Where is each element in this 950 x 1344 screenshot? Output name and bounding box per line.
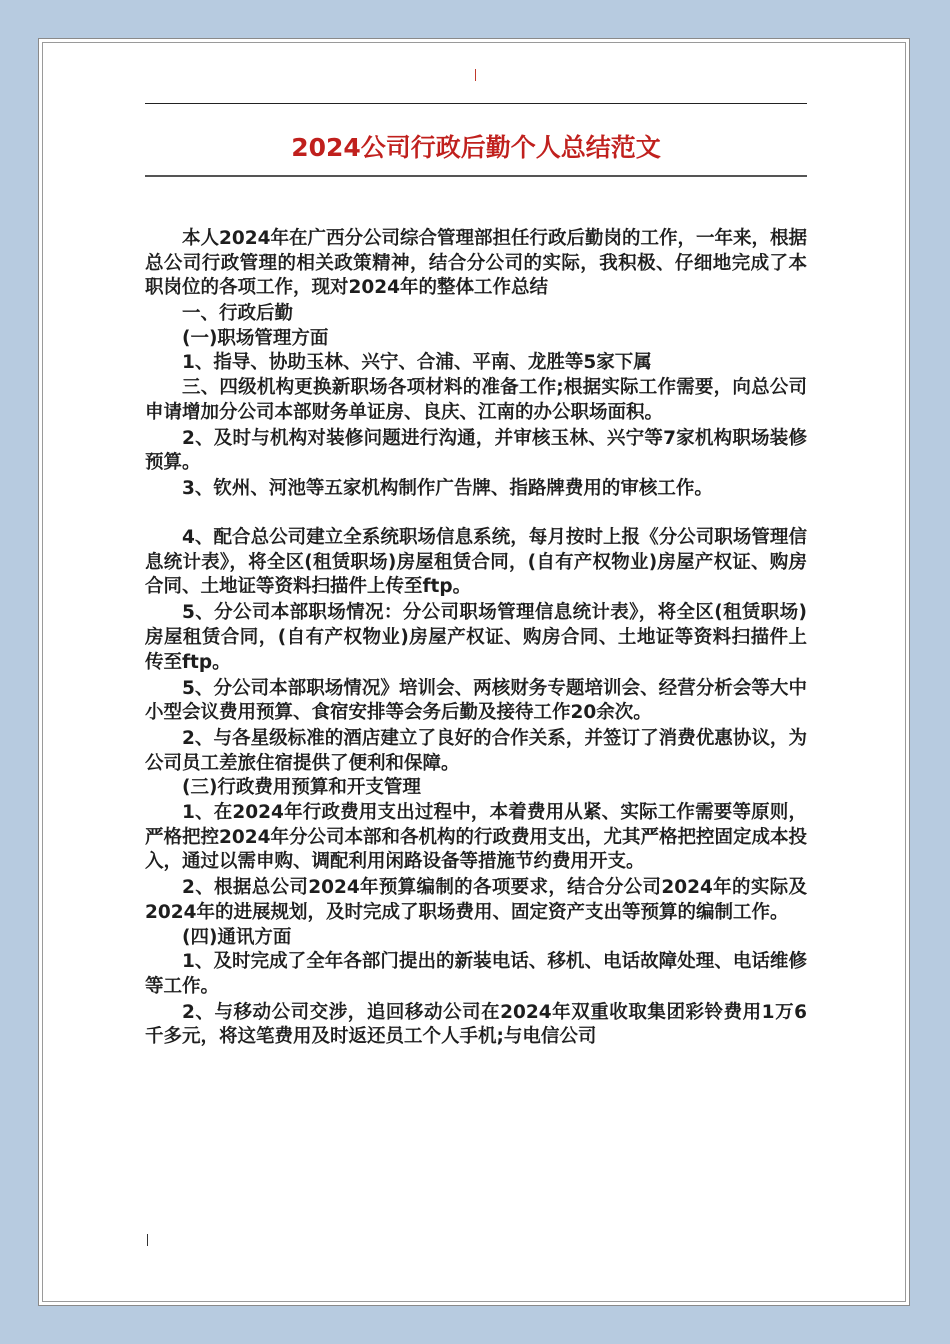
subsection-heading: (三)行政费用预算和开支管理 [182, 777, 421, 799]
paragraph: 1、指导、协助玉林、兴宁、合浦、平南、龙胜等5家下属 [182, 352, 652, 374]
section-heading: 一、行政后勤 [182, 303, 294, 325]
header-rule [145, 103, 807, 104]
footer-mark [147, 1234, 148, 1246]
paragraph: 2、与移动公司交涉，追回移动公司在2024年双重收取集团彩铃费用1万6千多元，将这笔费用及时返还员工个人手机;与电信公司 [145, 1001, 807, 1048]
document-body [145, 227, 807, 1050]
blank-line [145, 502, 807, 526]
paragraph: 1、在2024年行政费用支出过程中，本着费用从紧、实际工作需要等原则，严格把控2024年分公司本部和各机构的行政费用支出，尤其严格把控固定成本投入，通过以需申购、调配利用闲路设备等措施节约费用开支。 [145, 802, 807, 873]
paragraph: 1、及时完成了全年各部门提出的新装电话、移机、电话故障处理、电话维修等工作。 [145, 951, 807, 997]
paragraph: 2、与各星级标准的酒店建立了良好的合作关系，并签订了消费优惠协议，为公司员工差旅住宿提供了便利和保障。 [145, 728, 807, 774]
document-page [38, 38, 910, 1306]
paragraph: 4、配合总公司建立全系统职场信息系统，每月按时上报《分公司职场管理信息统计表》，将全区(租赁职场)房屋租赁合同，(自有产权物业)房屋产权证、购房合同、土地证等资料扫描件上传至ftp。 [145, 527, 807, 598]
paragraph: 本人2024年在广西分公司综合管理部担任行政后勤岗的工作，一年来，根据总公司行政管理的相关政策精神，结合分公司的实际，我积极、仔细地完成了本职岗位的各项工作，现对2024年的整体工作总结 [145, 228, 807, 299]
title-rule [145, 175, 807, 177]
subsection-heading: (一)职场管理方面 [182, 327, 329, 349]
paragraph: 3、钦州、河池等五家机构制作广告牌、指路牌费用的审核工作。 [182, 478, 713, 500]
paragraph: 5、分公司本部职场情况》培训会、两核财务专题培训会、经营分析会等大中小型会议费用预算、食宿安排等会务后勤及接待工作20余次。 [145, 677, 807, 724]
paragraph: 2、根据总公司2024年预算编制的各项要求，结合分公司2024年的实际及2024年的进展规划，及时完成了职场费用、固定资产支出等预算的编制工作。 [145, 877, 807, 923]
header-mark [475, 69, 476, 81]
paragraph: 2、及时与机构对装修问题进行沟通，并审核玉林、兴宁等7家机构职场装修预算。 [145, 427, 807, 474]
paragraph: 三、四级机构更换新职场各项材料的准备工作;根据实际工作需要，向总公司申请增加分公司本部财务单证房、良庆、江南的办公职场面积。 [145, 377, 807, 423]
paragraph: 5、分公司本部职场情况：分公司职场管理信息统计表》，将全区(租赁职场)房屋租赁合同，(自有产权物业)房屋产权证、购房合同、土地证等资料扫描件上传至ftp。 [145, 602, 807, 673]
subsection-heading: (四)通讯方面 [182, 926, 292, 948]
document-title: 2024公司行政后勤个人总结范文 [291, 133, 661, 162]
